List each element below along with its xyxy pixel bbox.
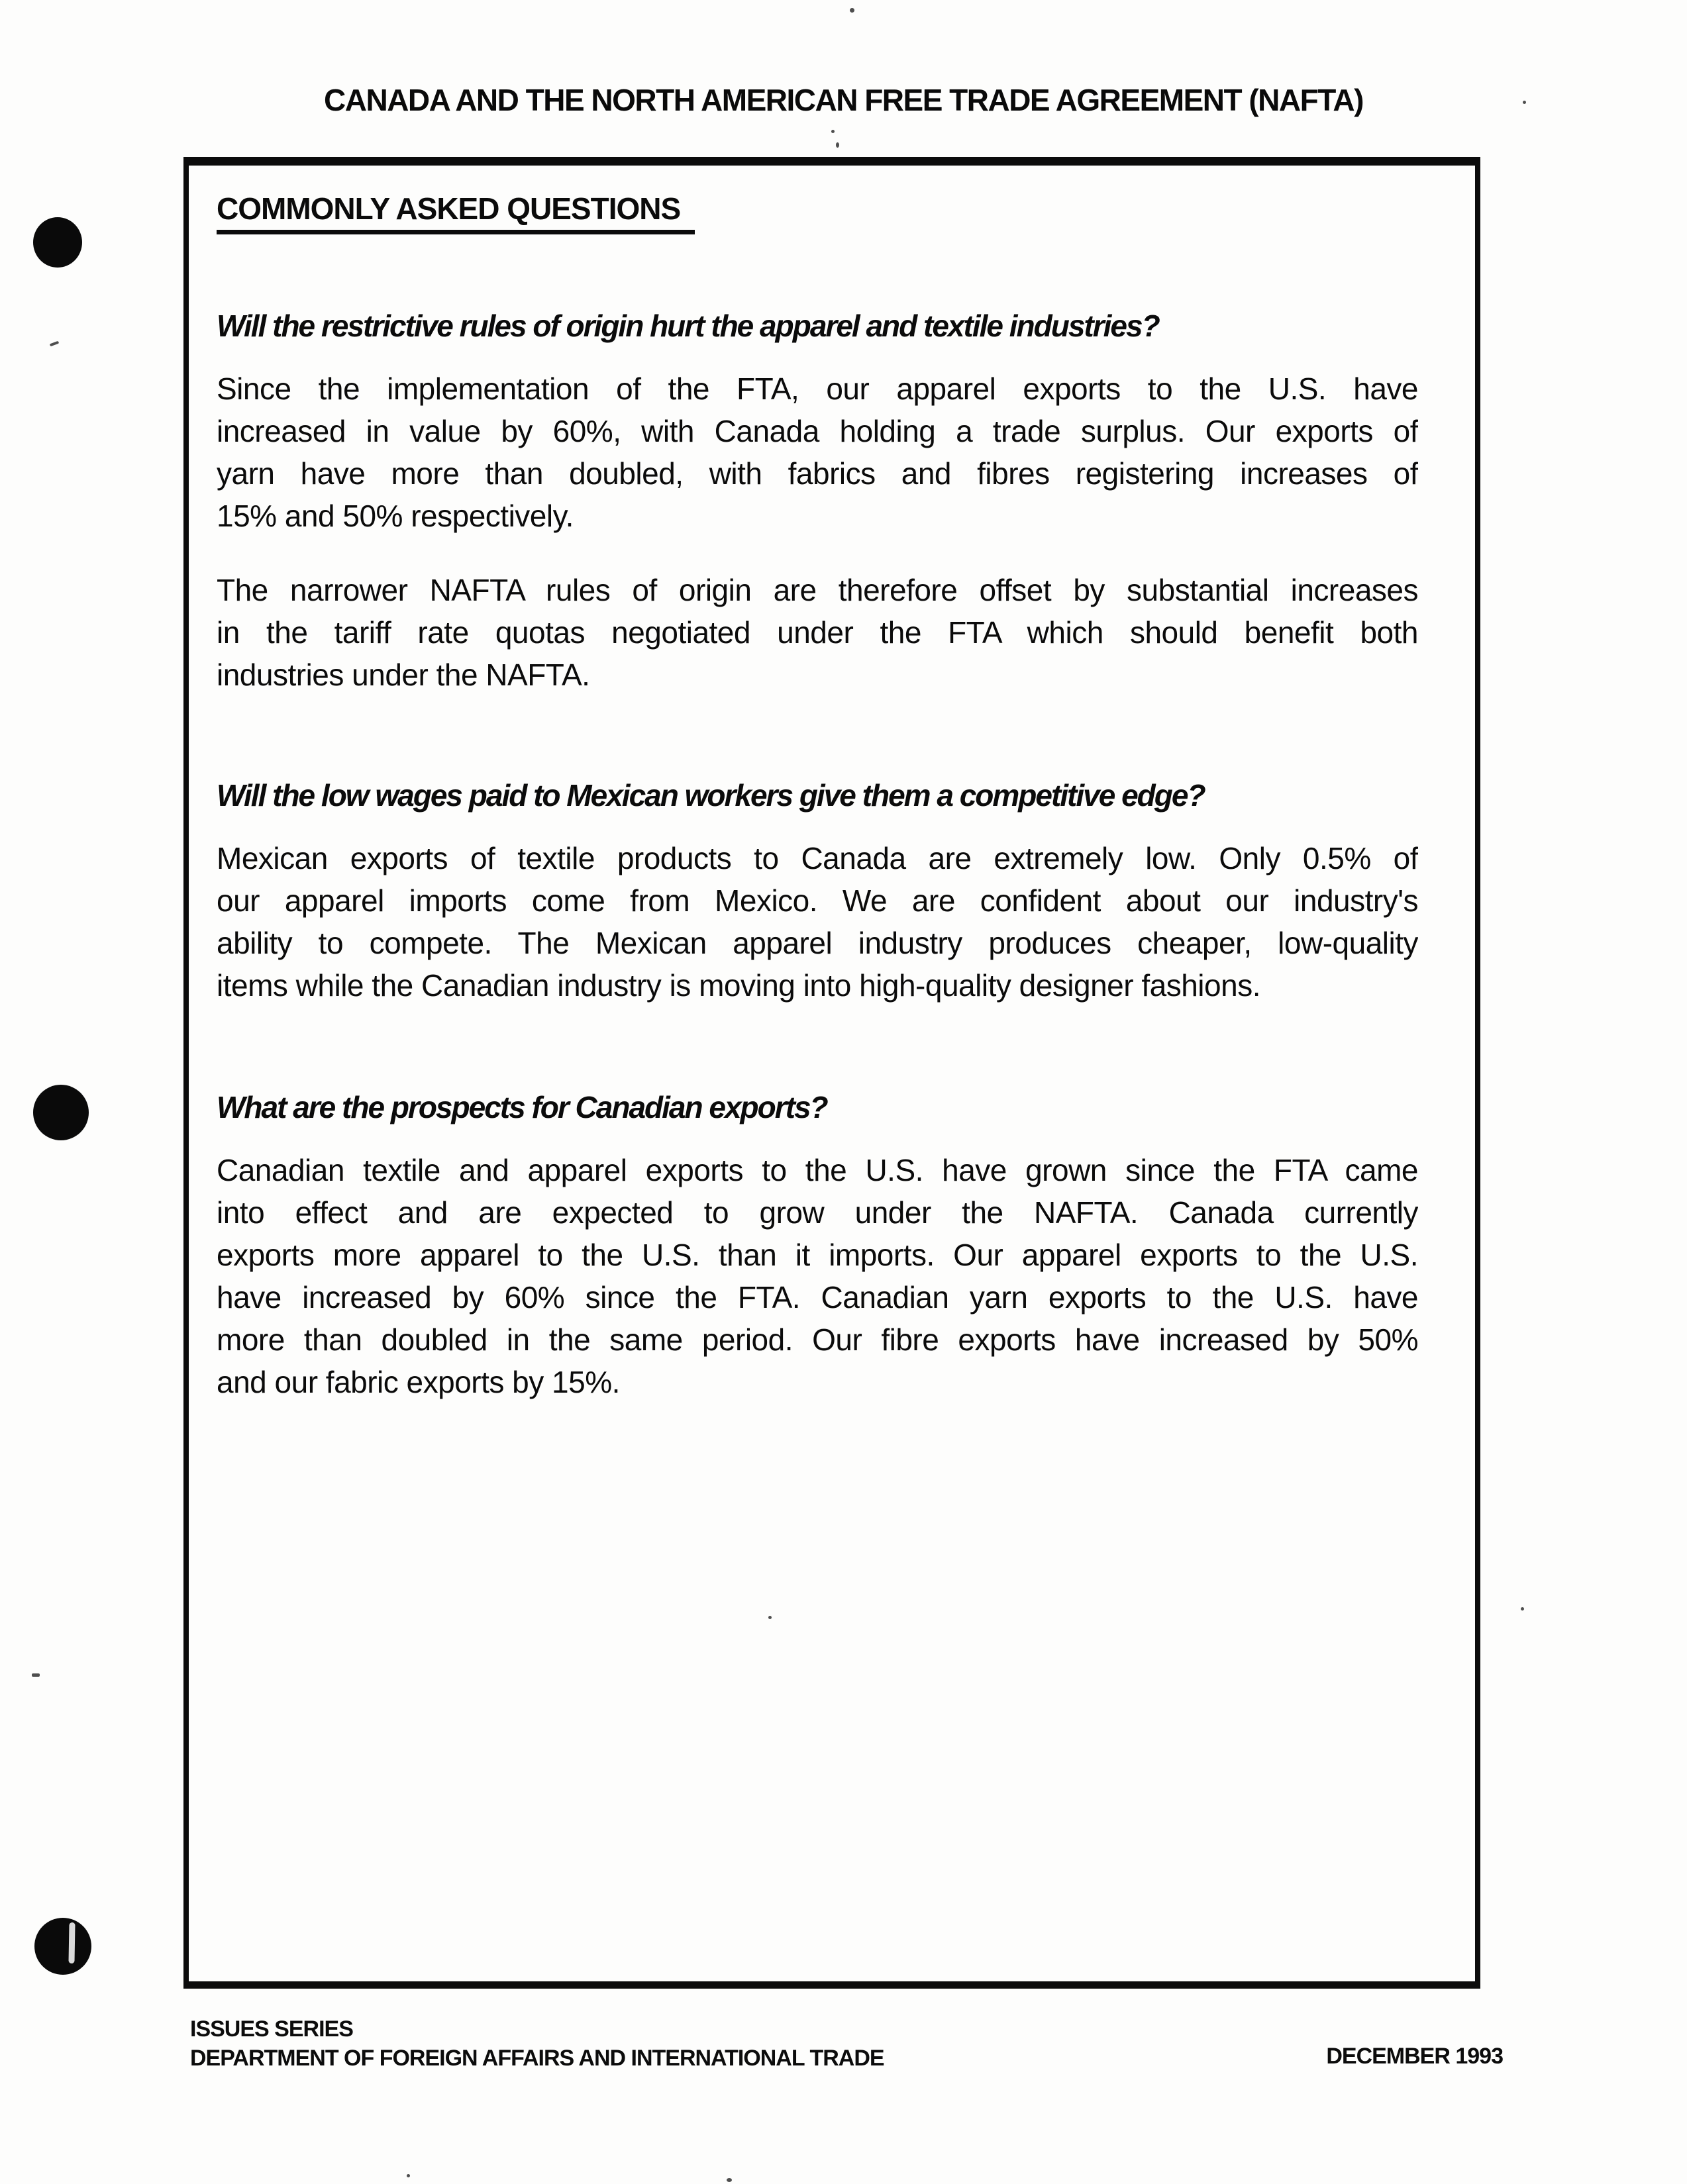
question-heading: What are the prospects for Canadian exports? (217, 1090, 827, 1124)
footer-date: DECEMBER 1993 (1326, 2044, 1503, 2069)
section-heading: COMMONLY ASKED QUESTIONS (217, 191, 695, 234)
scan-speck (836, 142, 839, 148)
question-heading: Will the restrictive rules of origin hurt the apparel and textile industries? (217, 309, 1159, 343)
text-line: industries under the NAFTA. (217, 658, 590, 692)
text-line: 15% and 50% respectively. (217, 499, 574, 533)
footer (190, 2014, 884, 2073)
text-line: into effect and are expected to grow under the NAFTA. Canada currently (217, 1195, 1418, 1230)
text-line: have increased by 60% since the FTA. Canadian yarn exports to the U.S. have (217, 1280, 1418, 1315)
text-line: our apparel imports come from Mexico. We are confident about our industry's (217, 883, 1418, 918)
text-line: ability to compete. The Mexican apparel industry produces cheaper, low-quality (217, 926, 1418, 960)
scan-speck (768, 1616, 772, 1619)
scan-speck (407, 2174, 410, 2177)
text-line: increased in value by 60%, with Canada holding a trade surplus. Our exports of (217, 414, 1418, 448)
text-line: in the tariff rate quotas negotiated under the FTA which should benefit both (217, 615, 1418, 650)
hole-punch-bottom (34, 1918, 91, 1975)
text-line: Canadian textile and apparel exports to the U.S. have grown since the FTA came (217, 1153, 1418, 1187)
footer-department: DEPARTMENT OF FOREIGN AFFAIRS AND INTERNATIONAL TRADE (190, 2046, 884, 2071)
page-title: CANADA AND THE NORTH AMERICAN FREE TRADE AGREEMENT (NAFTA) (324, 83, 1363, 117)
paragraph (217, 368, 1418, 537)
scan-speck (831, 130, 835, 133)
text-line: yarn have more than doubled, with fabrics and fibres registering increases of (217, 456, 1418, 491)
content-box (183, 157, 1480, 1989)
text-line: Mexican exports of textile products to Canada are extremely low. Only 0.5% of (217, 841, 1418, 875)
scan-speck (727, 2178, 732, 2182)
paragraph (217, 569, 1418, 696)
scan-speck (850, 8, 854, 13)
text-line: items while the Canadian industry is moving into high-quality designer fashions. (217, 968, 1260, 1003)
scan-speck (32, 1673, 40, 1677)
text-line: and our fabric exports by 15%. (217, 1365, 620, 1399)
paragraph (217, 1149, 1418, 1403)
text-line: exports more apparel to the U.S. than it imports. Our apparel exports to the U.S. (217, 1238, 1418, 1272)
question-heading: Will the low wages paid to Mexican workers give them a competitive edge? (217, 778, 1205, 813)
text-line: The narrower NAFTA rules of origin are therefore offset by substantial increases (217, 573, 1418, 607)
text-line: Since the implementation of the FTA, our apparel exports to the U.S. have (217, 372, 1418, 406)
hole-punch-top (33, 217, 82, 268)
paragraph (217, 837, 1418, 1007)
footer-series: ISSUES SERIES (190, 2016, 353, 2042)
scan-speck (50, 341, 60, 347)
hole-punch-middle (33, 1085, 89, 1140)
scan-speck (1523, 101, 1526, 104)
scan-speck (1521, 1607, 1524, 1611)
text-line: more than doubled in the same period. Our fibre exports have increased by 50% (217, 1322, 1418, 1357)
